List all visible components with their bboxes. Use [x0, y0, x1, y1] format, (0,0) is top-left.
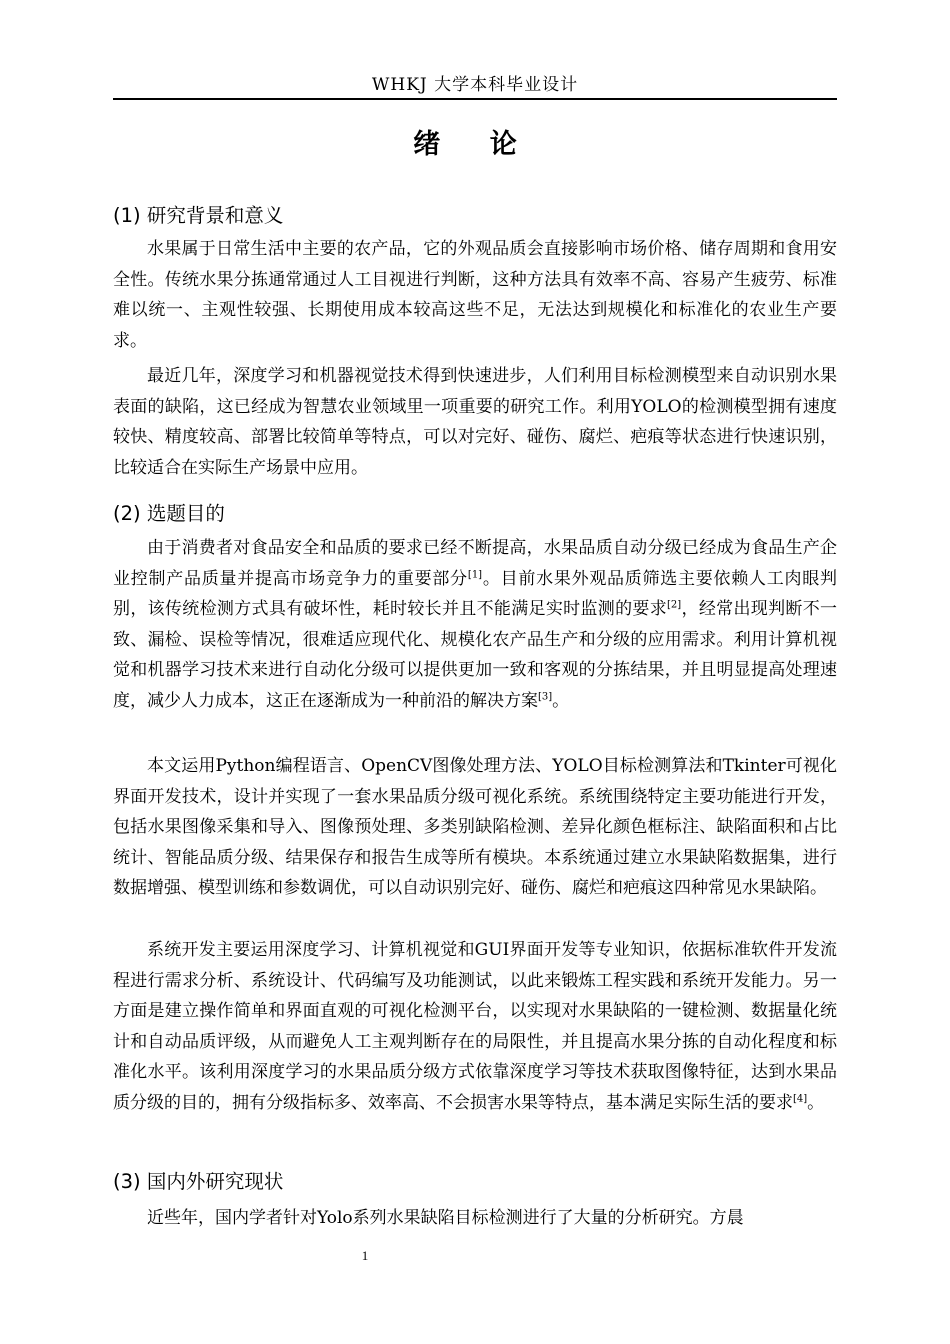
citation: [1] — [467, 568, 483, 580]
paragraph: 近些年，国内学者针对Yolo系列水果缺陷目标检测进行了大量的分析研究。方晨 — [147, 1208, 744, 1228]
paragraph — [113, 533, 837, 717]
paragraph: 最近几年，深度学习和机器视觉技术得到快速进步，人们利用目标检测模型来自动识别水果表面的缺陷，这已经成为智慧农业领域里一项重要的研究工作。利用YOLO的检测模型拥有速度较快、精度较高、部署比较简单等特点，可以对完好、碰伤、腐烂、疤痕等状态进行快速识别，比较适合在实际生产场景中应用。 — [113, 366, 837, 478]
chapter-title — [113, 122, 837, 161]
paragraph — [113, 935, 837, 1119]
paragraph-text: ，经常出现判断不一致、漏检、误检等情况，很难适应现代化、规模化农产品生产和分级的应用需求。利用计算机视觉和机器学习技术来进行自动化分级可以提供更加一致和客观的分拣结果，并且明显提高处理速度，减少人力成本，这正在逐渐成为一种前沿的解决方案 — [113, 599, 838, 711]
section-heading-background: (1) 研究背景和意义 — [113, 204, 284, 227]
paragraph: 水果属于日常生活中主要的农产品，它的外观品质会直接影响市场价格、储存周期和食用安全性。传统水果分拣通常通过人工目视进行判断，这种方法具有效率不高、容易产生疲劳、标准难以统一、主观性较强、长期使用成本较高这些不足，无法达到规模化和标准化的农业生产要求。 — [113, 239, 837, 351]
paragraph: 本文运用Python编程语言、OpenCV图像处理方法、YOLO目标检测算法和Tkinter可视化界面开发技术，设计并实现了一套水果品质分级可视化系统。系统围绕特定主要功能进行开发，包括水果图像采集和导入、图像预处理、多类别缺陷检测、差异化颜色框标注、缺陷面积和占比统计、智能品质分级、结果保存和报告生成等所有模块。本系统通过建立水果缺陷数据集，进行数据增强、模型训练和参数调优，可以自动识别完好、碰伤、腐烂和疤痕这四种常见水果缺陷。 — [113, 756, 837, 899]
section-heading-research-status: (3) 国内外研究现状 — [113, 1170, 284, 1193]
header-rule — [113, 98, 837, 100]
page-number: 1 — [361, 1248, 369, 1263]
paragraph-text: 。 — [807, 1092, 825, 1113]
paragraph-text: 系统开发主要运用深度学习、计算机视觉和GUI界面开发等专业知识，依据标准软件开发流程进行需求分析、系统设计、代码编写及功能测试，以此来锻炼工程实践和系统开发能力。另一方面是建立操作简单和界面直观的可视化检测平台，以实现对水果缺陷的一键检测、数据量化统计和自动品质评级，从而避免人工主观判断存在的局限性，并且提高水果分拣的自动化程度和标准化水平。该利用深度学习的水果品质分级方式依靠深度学习等技术获取图像特征，达到水果品质分级的目的，拥有分级指标多、效率高、不会损害水果等特点，基本满足实际生活的要求 — [113, 940, 837, 1113]
paragraph-text: 。 — [552, 690, 570, 711]
citation: [2] — [667, 599, 682, 611]
section-heading-purpose: (2) 选题目的 — [113, 502, 225, 525]
chapter-title-text: 绪 论 — [413, 129, 537, 160]
citation: [3] — [538, 691, 553, 703]
paragraph-text: 由于消费者对食品安全和品质的要求已经不断提高，水果品质自动分级已经成为食品生产企业控制产品质量并提高市场竞争力的重要部分 — [113, 538, 837, 589]
paragraph-text: 。目前水果外观品质筛选主要依赖人工肉眼判别，该传统检测方式具有破坏性，耗时较长并且不能满足实时监测的要求 — [113, 568, 838, 620]
citation: [4] — [793, 1093, 808, 1105]
page-header: WHKJ 大学本科毕业设计 — [371, 75, 579, 95]
